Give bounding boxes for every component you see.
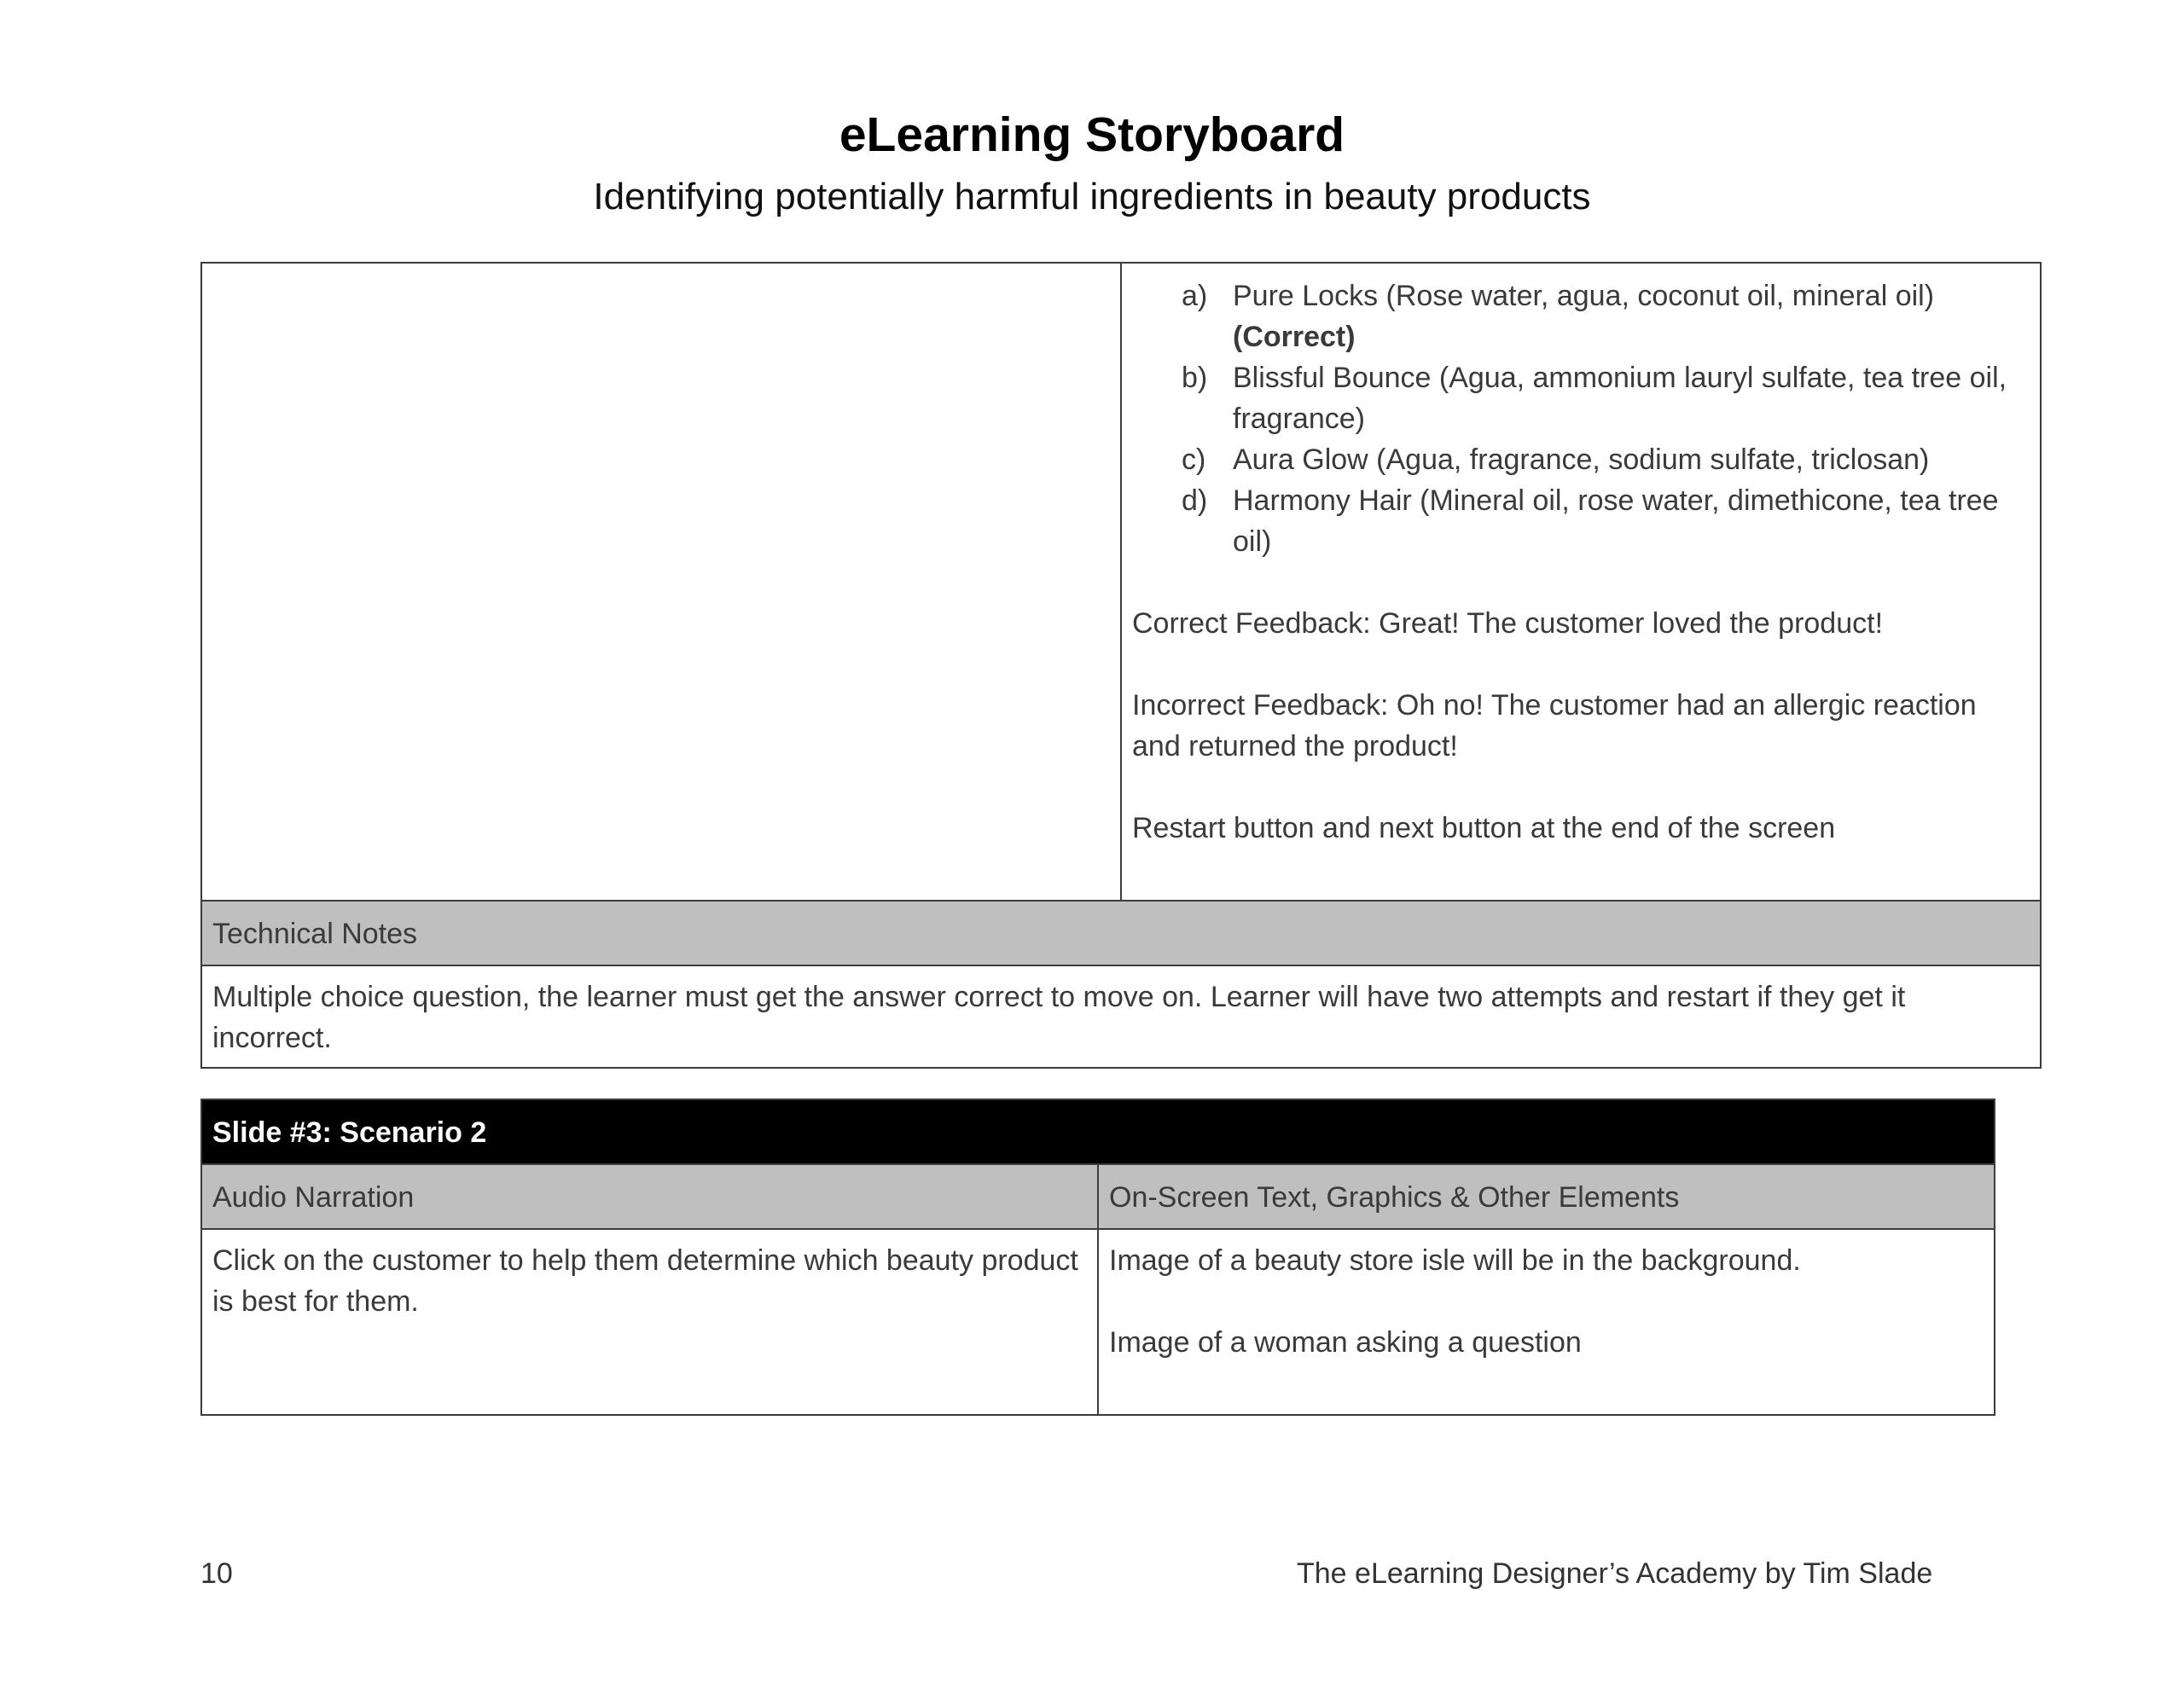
buttons-note-text: Restart button and next button at the end of the screen bbox=[1132, 812, 1836, 844]
onscreen-line-woman: Image of a woman asking a question bbox=[1109, 1326, 1582, 1359]
answer-text: Blissful Bounce (Agua, ammonium lauryl sulfate, tea tree oil, fragrance) bbox=[1233, 362, 2007, 435]
slide3-content-row bbox=[201, 1229, 1995, 1415]
page-header bbox=[0, 101, 2184, 223]
correct-feedback-text: Correct Feedback: Great! The customer loved the product! bbox=[1132, 607, 1884, 640]
answer-letter: d) bbox=[1182, 484, 1208, 517]
technical-notes-text: Multiple choice question, the learner must get the answer correct to move on. Learner will have two attempts and restart if they get it incorrect. bbox=[201, 965, 2041, 1068]
technical-notes-label: Technical Notes bbox=[201, 901, 2041, 965]
slide2-continued-table bbox=[200, 262, 2042, 1069]
answer-letter: c) bbox=[1182, 443, 1206, 476]
answer-text: Pure Locks (Rose water, agua, coconut oil, mineral oil) bbox=[1233, 280, 1935, 312]
onscreen-line-background: Image of a beauty store isle will be in the background. bbox=[1109, 1244, 1801, 1277]
audio-narration-text: Click on the customer to help them determine which beauty product is best for them. bbox=[201, 1229, 1098, 1415]
slide3-heading: Slide #3: Scenario 2 bbox=[201, 1099, 1995, 1164]
answer-option-d bbox=[1132, 480, 2030, 562]
page-number: 10 bbox=[200, 1557, 233, 1590]
answer-text: Aura Glow (Agua, fragrance, sodium sulfate, triclosan) bbox=[1233, 443, 1930, 476]
answer-text: Harmony Hair (Mineral oil, rose water, dimethicone, tea tree oil) bbox=[1233, 484, 1999, 558]
incorrect-feedback-text: Incorrect Feedback: Oh no! The customer had an allergic reaction and returned the product! bbox=[1132, 689, 1977, 762]
document-title: eLearning Storyboard bbox=[839, 107, 1345, 162]
technical-notes-row bbox=[201, 965, 2041, 1068]
slide3-heading-row bbox=[201, 1099, 1995, 1164]
onscreen-elements-header: On-Screen Text, Graphics & Other Elements bbox=[1098, 1164, 1995, 1229]
answer-letter: a) bbox=[1182, 280, 1208, 312]
answers-row bbox=[201, 263, 2041, 901]
slide3-table bbox=[200, 1099, 1995, 1416]
technical-notes-header-row bbox=[201, 901, 2041, 965]
onscreen-elements-cell bbox=[1121, 263, 2041, 901]
audio-narration-cell-empty bbox=[201, 263, 1121, 901]
answer-option-c bbox=[1132, 439, 2030, 480]
footer-credit: The eLearning Designer’s Academy by Tim Slade bbox=[1297, 1557, 1933, 1590]
correct-answer-tag: (Correct) bbox=[1233, 321, 1356, 353]
answer-option-a bbox=[1132, 275, 2030, 357]
answer-options-list bbox=[1132, 275, 2030, 562]
document-subtitle: Identifying potentially harmful ingredients in beauty products bbox=[593, 176, 1591, 217]
answer-letter: b) bbox=[1182, 362, 1208, 394]
answer-option-b bbox=[1132, 357, 2030, 439]
onscreen-elements-text bbox=[1098, 1229, 1995, 1415]
audio-narration-header: Audio Narration bbox=[201, 1164, 1098, 1229]
slide3-column-headers bbox=[201, 1164, 1995, 1229]
